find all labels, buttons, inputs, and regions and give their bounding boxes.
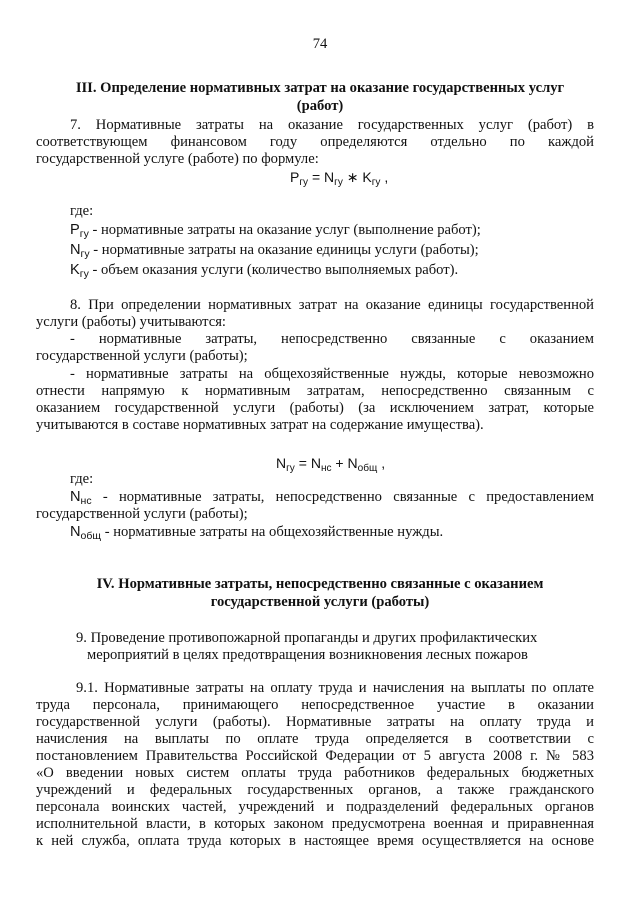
paragraph-8-line-1: 8. При определении нормативных затрат на оказание единицы государственной [70,297,594,313]
formula-multiply: ∗ [342,169,363,185]
paragraph-9-1-line-4: начисления на выплаты по оплате труда определяется в соответствии с [36,731,594,747]
formula-cost-of-service [290,169,389,189]
bullet-2-line-3: оказанием государственной услуги (работы) (за исключением затрат, которые [36,400,594,416]
paragraph-9-1-line-7: учреждений и федеральных государственных органов, а также гражданского [36,782,594,798]
bullet-2-line-4: учитываются в составе нормативных затрат на содержание имущества). [36,417,484,433]
formula-symbol-n: N [347,455,358,471]
paragraph-7-line-2: соответствующем финансовом году определяются отдельно по каждой [36,134,594,150]
paragraph-9-1-line-1: 9.1. Нормативные затраты на оплату труда и начисления на выплаты по оплате [76,680,594,696]
paragraph-9-1-line-3: государственной услуги (работы). Нормативные затраты на оплату труда и [36,714,594,730]
definition-p [70,222,481,239]
formula-subscript-gu: гу [286,463,295,475]
where-label-1: где: [70,203,94,219]
definition-p-text: - нормативные затраты на оказание услуг (выполнение работ); [88,222,481,238]
definition-k-text: - объем оказания услуги (количество выполняемых работ). [88,262,459,278]
paragraph-9-1-line-5: постановлением Правительства Российской Федерации от 5 августа 2008 г. № 583 [36,748,594,764]
formula-subscript-gu: гу [299,177,309,189]
subscript-gu: гу [80,248,90,261]
paragraph-9-line-2: мероприятий в целях предотвращения возникновения лесных пожаров [87,647,528,663]
paragraph-9-1-line-6: «О введении новых систем оплаты труда работников федеральных бюджетных [36,765,594,781]
formula-symbol-n: N [324,169,335,185]
paragraph-8-line-2: услуги (работы) учитываются: [36,314,226,330]
symbol-n: N [70,242,81,258]
symbol-n: N [70,489,81,505]
bullet-2-line-2: отнести напрямую к нормативным затратам, непосредственно связанным с [36,383,594,399]
paragraph-9-1-line-10: к ней служба, оплата труда которых в настоящее время осуществляется на основе [36,833,594,849]
bullet-1-line-2: государственной услуги (работы); [36,348,248,364]
formula-plus: + [331,455,348,471]
formula-symbol-n: N [310,455,321,471]
paragraph-9-1-line-9: исполнительной власти, в которых законом предусмотрена военная и приравненная [36,816,594,832]
bullet-2-line-1: - нормативные затраты на общехозяйственные нужды, которые невозможно [70,366,594,382]
section-4-heading-line-1: IV. Нормативные затраты, непосредственно связанные с оказанием [96,576,544,592]
subscript-ns: нс [80,495,92,506]
formula-subscript-gu: гу [334,177,343,189]
definition-k [70,262,458,279]
definition-n-obsh-text: - нормативные затраты на общехозяйственные нужды. [101,524,444,540]
definition-n-ns-text: - нормативные затраты, непосредственно связанные с предоставлением [91,489,594,505]
definition-n-ns-line-2: государственной услуги (работы); [36,506,248,522]
section-4-heading-line-2: государственной услуги (работы) [210,594,430,610]
page-number: 74 [312,36,328,52]
subscript-gu: гу [79,268,89,281]
symbol-k: K [70,262,80,278]
paragraph-9-1-line-8: персонала воинских частей, учреждений и подразделений федеральных органов [36,799,594,815]
formula-symbol-p: P [290,169,300,185]
paragraph-7-line-1: 7. Нормативные затраты на оказание государственных услуг (работ) в [70,117,594,133]
definition-n-text: - нормативные затраты на оказание единицы услуги (работы); [89,242,479,258]
formula-comma: , [380,169,389,185]
paragraph-9-1-line-2: труда персонала, принимающего непосредственное участие в оказании [36,697,594,713]
subscript-obsh: общ [80,530,102,543]
symbol-p: P [70,222,80,238]
formula-equals: = [308,169,325,185]
definition-n-ns-line-1 [70,489,594,506]
formula-symbol-n: N [276,455,287,471]
formula-equals: = [294,455,311,471]
definition-n-obsh [70,524,443,541]
formula-subscript-gu: гу [371,177,381,189]
formula-subscript-obsh: общ [357,463,378,475]
paragraph-7-line-3: государственной услуге (работе) по формуле: [36,151,319,167]
where-label-2: где: [70,471,94,487]
formula-unit-cost [276,455,386,475]
paragraph-9-line-1: 9. Проведение противопожарной пропаганды и других профилактических [76,630,538,646]
section-3-heading-line-2: (работ) [296,98,344,114]
formula-symbol-k: K [362,169,372,185]
definition-n [70,242,479,259]
subscript-gu: гу [79,228,89,241]
bullet-1-line-1: - нормативные затраты, непосредственно связанные с оказанием [70,331,594,347]
section-3-heading-line-1: III. Определение нормативных затрат на оказание государственных услуг [75,80,565,96]
formula-subscript-ns: нс [320,463,332,475]
symbol-n: N [70,524,81,540]
formula-comma: , [377,455,386,471]
